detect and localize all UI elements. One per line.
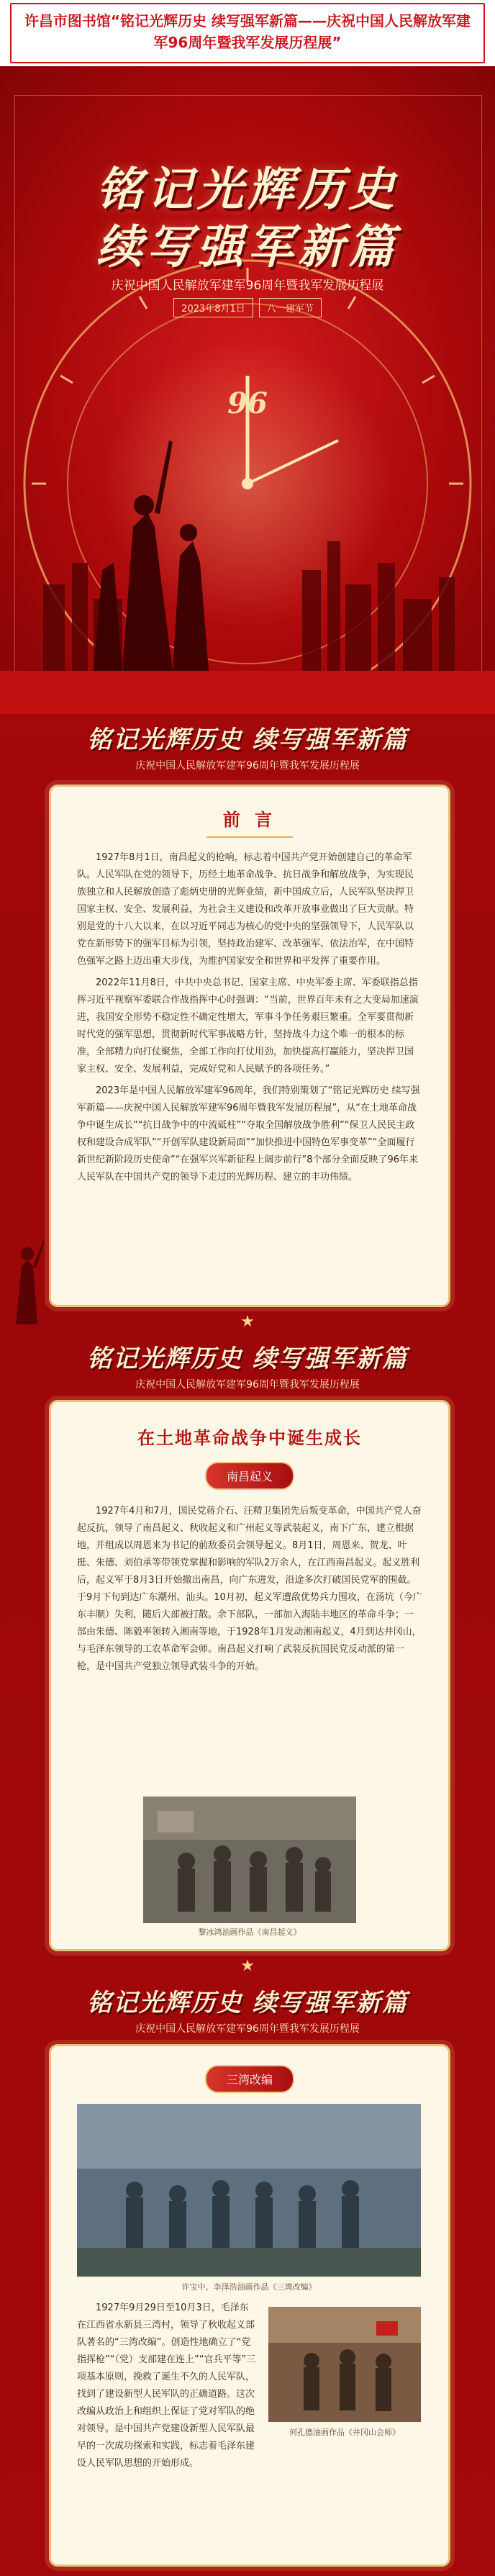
section1-card	[49, 1400, 450, 1951]
sanwan-reorganization-painting	[77, 2104, 421, 2277]
section1-pill: 南昌起义	[205, 1462, 294, 1490]
section2-paragraph: 1927年9月29日至10月3日，毛泽东在江西省永新县三湾村，领导了秋收起义部队著名的“三湾改编”。创造性地确立了“党指挥枪”“（党）支部建在连上”“官兵平等”三项基本原则，挽救了诞生不久的人民军队，找到了建设新型人民军队的正确道路。这次改编从政治上和组织上保证了党对军队的绝对领导。是中国共产党建设新型人民军队最早的一次成功探索和实践，标志着毛泽东建设人民军队思想的开始形成。	[77, 2302, 256, 2469]
preface-paragraph-3: 2023年是中国人民解放军建军96周年，我们特别策划了“铭记光辉历史 续写强军新篇——庆祝中国人民解放军建军96周年暨我军发展历程展”，从“在土地革命战争中诞生成长”“抗日战争中的中流砥柱”“夺取全国解放战争胜利”“保卫人民民主政权和建设合成军队”“开创军队建设新局面”“加快推进中国特色军事变革”“全面履行新世纪新阶段历史使命”“在强军兴军新征程上阔步前行”8个部分全面反映了96年来人民军队在中国共产党的领导下走过的光辉历程、建立的丰功伟绩。	[77, 1085, 420, 1183]
band-1	[0, 720, 495, 772]
section2-text-block	[77, 2300, 257, 2472]
section2-image1-caption: 许宝中、李泽浩油画作品《三湾改编》	[181, 2282, 317, 2292]
preface-heading: 前 言	[222, 810, 277, 830]
preface-paragraph-2: 2022年11月8日，中共中央总书记、国家主席、中央军委主席、军委联指总指挥习近平视察军委联合作战指挥中心时强调：“当前，世界百年未有之大变局加速演进，我国安全形势不稳定性不确定性增大，军事斗争任务艰巨繁重。全军要贯彻新时代党的强军思想，贯彻新时代军事战略方针，坚持战斗力这个唯一的根本的标准，全部精力向打仗聚焦，全部工作向打仗用劲，加快提高打赢能力，坚决捍卫国家主权、安全、发展利益，完成好党和人民赋予的各项任务。”	[77, 977, 419, 1075]
page-title: 许昌市图书馆“铭记光辉历史 续写强军新篇——庆祝中国人民解放军建军96周年暨我军发展历程展”	[24, 12, 471, 51]
divider-star-icon-2: ★	[240, 1957, 255, 1975]
section2-image2-caption: 何孔德油画作品《井冈山会师》	[289, 2428, 400, 2437]
preface-paragraph-1: 1927年8月1日，南昌起义的枪响，标志着中国共产党开始创建自己的革命军队。人民军队在党的领导下，历经土地革命战争、抗日战争和解放战争，为实现民族独立和人民解放创造了彪炳史册的光辉业绩，新中国成立后，人民军队坚决捍卫国家主权、安全、发展利益，为社会主义建设和改革开放事业做出了巨大贡献。特别是党的十八大以来，在以习近平同志为核心的党中央的坚强领导下，人民军队以党在新形势下的强军目标为引领，坚持政治建军、改革强军、依法治军，在中国特色强军之路上迈出重大步伐，为维护国家安全和世界和平发挥了重要作用。	[77, 852, 414, 967]
jinggangshan-meeting-painting	[268, 2307, 421, 2422]
hero-headline-2: 续写强军新篇	[96, 220, 399, 274]
band-2	[0, 1339, 495, 1391]
section1-paragraph: 1927年4月和7月，国民党蒋介石、汪精卫集团先后叛变革命，中国共产党人奋起反抗，领导了南昌起义、秋收起义和广州起义等武装起义，南下广东，建立根据地，并组成以周恩来为书记的前敌委员会领导起义。8月1日，周恩来、贺龙、叶挺、朱德、刘伯承等带领党掌握和影响的军队2万余人，在江西南昌起义。起义胜利后，起义军于8月3日开始撤出南昌，向广东进发，沿途多次打破国民党军的围截。于9月下旬到达广东潮州、汕头。10月初，起义军遭敌优势兵力围攻，在汤坑（今广东丰顺）失利，随后大部被打散。余下部队，一部加入海陆丰地区的革命斗争；一部由朱德、陈毅率领转入湘南等地，于1928年1月发动湘南起义，4月到达井冈山，与毛泽东领导的工农革命军会师。南昌起义打响了武装反抗国民党反动派的第一枪，是中国共产党独立领导武装斗争的开始。	[77, 1506, 422, 1672]
band-title: 铭记光辉历史 续写强军新篇	[87, 726, 408, 754]
soldier-silhouette-icon	[9, 1238, 46, 1324]
band-3	[0, 1983, 495, 2035]
divider-star-icon: ★	[240, 1313, 255, 1331]
section2-pill: 三湾改编	[205, 2065, 294, 2093]
hero-headline-1: 铭记光辉历史	[96, 163, 399, 217]
band-subtitle-2: 庆祝中国人民解放军建军96周年暨我军发展历程展	[135, 1379, 360, 1391]
section2-card	[49, 2044, 450, 2567]
preface-card	[49, 785, 450, 1307]
band-subtitle: 庆祝中国人民解放军建军96周年暨我军发展历程展	[135, 760, 360, 772]
hero-festival: 八一建军节	[259, 298, 322, 317]
band-title-3: 铭记光辉历史 续写强军新篇	[87, 1989, 408, 2017]
section1-image-caption: 黎冰鸿油画作品《南昌起义》	[198, 1928, 301, 1937]
nanchang-uprising-painting	[143, 1797, 356, 1923]
preface-divider	[206, 836, 293, 838]
hero-date: 2023年8月1日	[173, 298, 253, 317]
band-subtitle-3: 庆祝中国人民解放军建军96周年暨我军发展历程展	[135, 2023, 360, 2035]
hero-subtitle: 庆祝中国人民解放军建军96周年暨我军发展历程展	[111, 279, 384, 293]
band-title-2: 铭记光辉历史 续写强军新篇	[87, 1345, 408, 1373]
hero-date-row	[0, 298, 495, 317]
section1-heading: 在土地革命战争中诞生成长	[137, 1428, 362, 1448]
hero-clock-number: 96	[227, 387, 268, 420]
hero-banner	[0, 66, 495, 714]
title-bar	[0, 0, 495, 66]
